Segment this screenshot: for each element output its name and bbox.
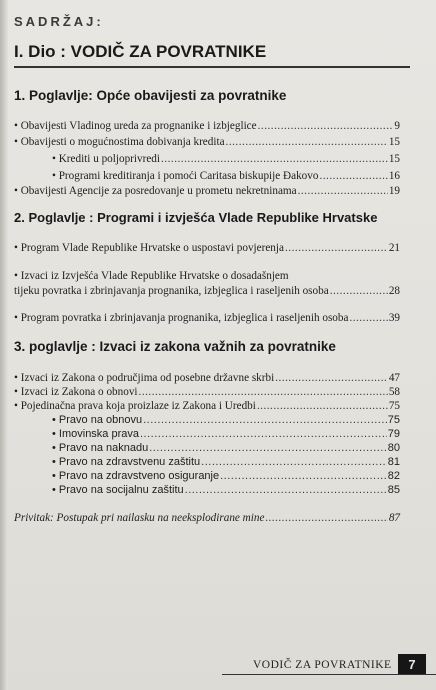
leader-dots — [349, 312, 387, 324]
part-divider — [14, 66, 410, 68]
leader-dots — [185, 484, 387, 496]
footer-divider — [222, 674, 436, 675]
page-number: 7 — [398, 654, 426, 674]
toc-entry-text: tijeku povratka i zbrinjavanja prognanika, izbjeglica i raseljenih osoba — [14, 285, 329, 297]
toc-entry — [14, 372, 400, 384]
toc-entry — [14, 386, 400, 398]
toc-entry-page: 85 — [387, 484, 400, 496]
toc-entry — [52, 153, 400, 165]
leader-dots — [149, 442, 387, 454]
toc-entry-text: • Imovinska prava — [52, 428, 139, 440]
leader-dots — [258, 120, 394, 132]
toc-entry-page: 39 — [388, 312, 400, 324]
toc-entry — [52, 170, 400, 182]
toc-entry-text: • Pravo na socijalnu zaštitu — [52, 484, 184, 496]
toc-entry-text: • Pravo na zdravstveno osiguranje — [52, 470, 220, 482]
leader-dots — [257, 400, 388, 412]
toc-entry-page: 28 — [388, 285, 400, 297]
toc-entry — [14, 242, 400, 254]
toc-entry-text: • Pravo na naknadu — [52, 442, 149, 454]
toc-entry-text: • Izvaci iz Zakona o obnovi — [14, 386, 138, 398]
leader-dots — [330, 285, 388, 297]
leader-dots — [265, 512, 387, 524]
leader-dots — [275, 372, 388, 384]
toc-entry — [52, 470, 400, 482]
leader-dots — [139, 386, 388, 398]
toc-appendix — [14, 512, 400, 524]
leader-dots — [201, 456, 387, 468]
leader-dots — [319, 170, 387, 182]
toc-entry-page: 9 — [394, 120, 400, 132]
toc-entry-text: • Krediti u poljoprivredi — [52, 153, 161, 165]
toc-entry — [52, 484, 400, 496]
toc-entry-text: • Izvaci iz Zakona o područjima od posebne državne skrbi — [14, 372, 275, 384]
toc-entry-page: 75 — [387, 414, 400, 426]
toc-entry — [14, 400, 400, 412]
toc-entry-page: 19 — [388, 185, 400, 197]
toc-entry-text: • Pravo na zdravstvenu zaštitu — [52, 456, 201, 468]
leader-dots — [226, 136, 388, 148]
toc-entry — [14, 136, 400, 148]
toc-entry — [52, 456, 400, 468]
toc-entry-line1: • Izvaci iz Izvješća Vlade Republike Hrvatske o dosadašnjem — [14, 270, 289, 282]
chapter-3-title: 3. poglavlje : Izvaci iz zakona važnih za povratnike — [14, 339, 336, 354]
toc-entry — [14, 120, 400, 132]
part-title: I. Dio : VODIČ ZA POVRATNIKE — [14, 42, 267, 61]
contents-heading: SADRŽAJ: — [14, 14, 104, 29]
leader-dots — [298, 185, 388, 197]
toc-entry-text: • Programi kreditiranja i pomoći Caritasa biskupije Đakovo — [52, 170, 319, 182]
leader-dots — [161, 153, 388, 165]
toc-entry — [14, 185, 400, 197]
toc-entry-text: • Pravo na obnovu — [52, 414, 143, 426]
toc-entry-page: 15 — [388, 153, 400, 165]
footer-title: VODIČ ZA POVRATNIKE — [253, 659, 392, 671]
toc-entry-page: 75 — [388, 400, 400, 412]
toc-entry-page: 79 — [387, 428, 400, 440]
appendix-page: 87 — [388, 512, 400, 524]
toc-entry-page: 15 — [388, 136, 400, 148]
toc-entry — [52, 442, 400, 454]
toc-entry-page: 81 — [387, 456, 400, 468]
toc-entry-page: 82 — [387, 470, 400, 482]
toc-entry-text: • Obavijesti o mogućnostima dobivanja kredita — [14, 136, 225, 148]
toc-entry — [52, 428, 400, 440]
toc-entry-page: 58 — [388, 386, 400, 398]
toc-entry — [14, 312, 400, 324]
page-shadow — [0, 0, 8, 690]
toc-entry — [52, 414, 400, 426]
toc-entry-text: • Obavijesti Agencije za posredovanje u prometu nekretninama — [14, 185, 297, 197]
toc-entry-text: • Program Vlade Republike Hrvatske o uspostavi povjerenja — [14, 242, 284, 254]
chapter-2-title: 2. Poglavlje : Programi i izvješća Vlade Republike Hrvatske — [14, 210, 378, 225]
toc-entry-page: 21 — [388, 242, 400, 254]
leader-dots — [285, 242, 388, 254]
leader-dots — [143, 414, 387, 426]
toc-entry — [14, 285, 400, 297]
toc-entry-text: • Obavijesti Vladinog ureda za prognanike i izbjeglice — [14, 120, 257, 132]
toc-entry-text: • Pojedinačna prava koja proizlaze iz Zakona i Uredbi — [14, 400, 256, 412]
toc-entry-page: 16 — [388, 170, 400, 182]
leader-dots — [140, 428, 387, 440]
toc-entry-page: 47 — [388, 372, 400, 384]
appendix-text: Privitak: Postupak pri nailasku na neeksplodirane mine — [14, 512, 265, 524]
toc-entry-text: • Program povratka i zbrinjavanja prognanika, izbjeglica i raseljenih osoba — [14, 312, 349, 324]
toc-entry-page: 80 — [387, 442, 400, 454]
chapter-1-title: 1. Poglavlje: Opće obavijesti za povratnike — [14, 88, 287, 103]
leader-dots — [220, 470, 387, 482]
